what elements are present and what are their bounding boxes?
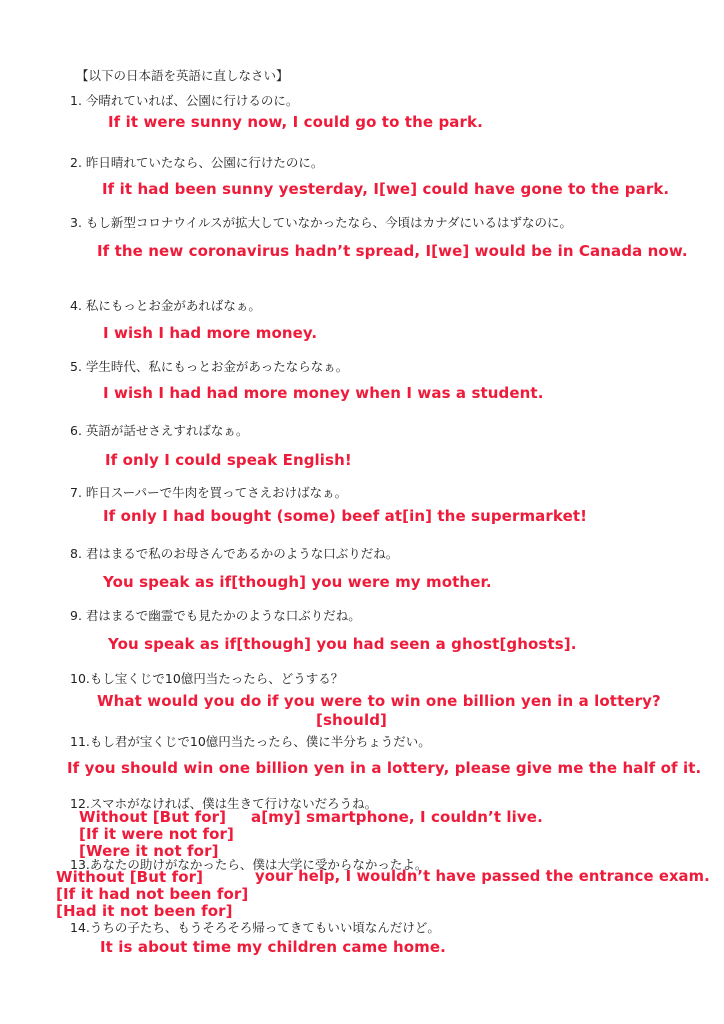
question-10: 10.もし宝くじで10億円当たったら、どうする？ (70, 671, 344, 686)
answer-4: I wish I had more money. (103, 324, 318, 342)
question-9: 9. 君はまるで幽霊でも見たかのような口ぶりだね。 (70, 608, 361, 623)
answer-12-without: Without [But for] (79, 808, 227, 826)
answer-2: If it had been sunny yesterday, I[we] could have gone to the park. (102, 180, 670, 198)
answer-6: If only I could speak English! (105, 451, 352, 469)
question-3: 3. もし新型コロナウイルスが拡大していなかったなら、今頃はカナダにいるはずなのに。 (70, 215, 573, 230)
answer-12-main: a[my] smartphone, I couldn’t live. (251, 808, 543, 826)
answer-1: If it were sunny now, I could go to the park. (108, 113, 483, 131)
question-14: 14.うちの子たち、もうそろそろ帰ってきてもいい頃なんだけど。 (70, 920, 440, 935)
answer-12-alt2: [Were it not for] (79, 842, 219, 860)
answer-12-alt1: [If it were not for] (79, 825, 235, 843)
question-2: 2. 昨日晴れていたなら、公園に行けたのに。 (70, 155, 324, 170)
question-4: 4. 私にもっとお金があればなぁ。 (70, 298, 261, 313)
question-12: 12.スマホがなければ、僕は生きて行けないだろうね。 (70, 796, 378, 811)
answer-5: I wish I had had more money when I was a student. (103, 384, 544, 402)
answer-9: You speak as if[though] you had seen a ghost[ghosts]. (108, 635, 577, 653)
answer-11: If you should win one billion yen in a lottery, please give me the half of it. (67, 759, 702, 777)
answer-13-main: your help, I wouldn’t have passed the entrance exam. (255, 868, 710, 885)
answer-8: You speak as if[though] you were my mother. (103, 573, 492, 591)
answer-13-alt1: [If it had not been for] (56, 885, 249, 903)
question-5: 5. 学生時代、私にもっとお金があったならなぁ。 (70, 359, 349, 374)
question-8: 8. 君はまるで私のお母さんであるかのような口ぶりだね。 (70, 546, 399, 561)
worksheet-title: 【以下の日本語を英語に直しなさい】 (76, 68, 289, 83)
question-1: 1. 今晴れていれば、公園に行けるのに。 (70, 93, 299, 108)
answer-7: If only I had bought (some) beef at[in] the supermarket! (103, 507, 588, 525)
question-13: 13.あなたの助けがなかったら、僕は大学に受からなかったよ。 (70, 857, 428, 872)
question-11: 11.もし君が宝くじで10億円当たったら、僕に半分ちょうだい。 (70, 734, 431, 749)
question-7: 7. 昨日スーパーで牛肉を買ってさえおけばなぁ。 (70, 485, 348, 500)
answer-14: It is about time my children came home. (100, 938, 446, 956)
answer-13-without: Without [But for] (56, 868, 204, 886)
answer-3: If the new coronavirus hadn’t spread, I[we] would be in Canada now. (97, 242, 688, 260)
answer-10: What would you do if you were to win one billion yen in a lottery? (97, 692, 661, 710)
answer-10-alt: [should] (316, 711, 387, 729)
answer-13-alt2: [Had it not been for] (56, 902, 233, 920)
question-6: 6. 英語が話せさえすればなぁ。 (70, 423, 249, 438)
